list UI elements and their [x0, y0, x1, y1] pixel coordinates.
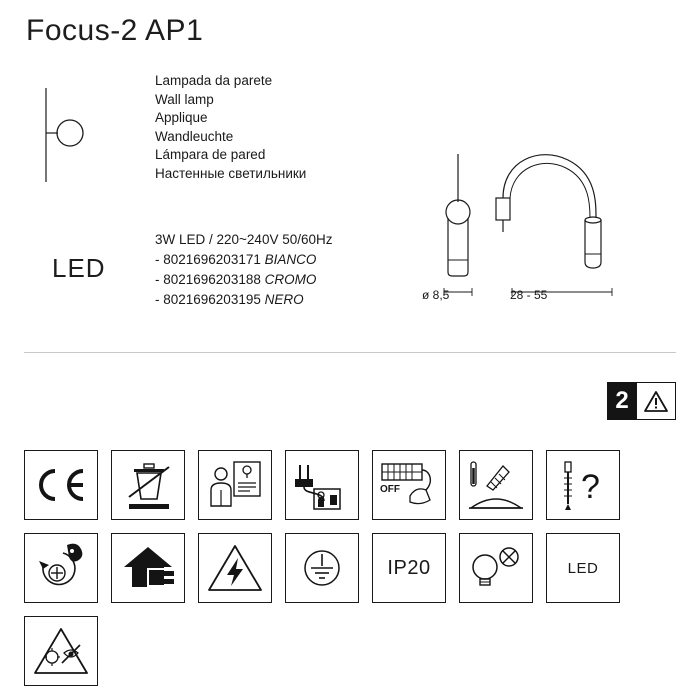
warning-triangle-icon	[637, 382, 676, 420]
section-divider	[24, 352, 676, 353]
length-label: 28 - 55	[510, 288, 548, 302]
electrical-spec: 3W LED / 220~240V 50/60Hz	[155, 232, 333, 247]
read-instructions-icon	[198, 450, 272, 520]
led-lamp-icon	[546, 533, 620, 603]
icon-row	[24, 533, 679, 603]
switch-off-icon	[372, 450, 446, 520]
ip-rating-label: IP20	[387, 556, 431, 579]
page-title: Focus-2 AP1	[26, 14, 204, 47]
description-list	[155, 72, 306, 184]
assembly-question-icon	[546, 450, 620, 520]
rotate-fix-icon	[24, 533, 98, 603]
description-ru: Настенные светильники	[155, 165, 307, 181]
icon-row	[24, 450, 679, 520]
svg-text:?: ?	[581, 468, 600, 506]
led-label: LED	[52, 253, 106, 283]
status-badge	[607, 382, 676, 420]
svg-text:OFF: OFF	[380, 484, 400, 495]
product-code: - 8021696203188	[155, 272, 265, 287]
clean-with-cloth-icon	[459, 450, 533, 520]
description-en: Wall lamp	[155, 91, 214, 107]
description-es: Lámpara de pared	[155, 147, 266, 163]
product-code: - 8021696203171	[155, 252, 265, 267]
description-it: Lampada da parete	[155, 73, 273, 88]
led-lamp-label: LED	[567, 559, 599, 577]
specifications	[155, 230, 332, 310]
product-finish: NERO	[264, 292, 304, 307]
icon-row	[24, 616, 679, 686]
product-code-row	[155, 250, 332, 270]
description-fr: Applique	[155, 110, 208, 126]
product-finish: BIANCO	[264, 252, 317, 267]
product-finish: CROMO	[264, 272, 317, 287]
indoor-use-icon	[111, 533, 185, 603]
ce-mark-icon	[24, 450, 98, 520]
product-code-row	[155, 270, 332, 290]
weee-crossed-bin-icon	[111, 450, 185, 520]
wall-lamp-pictogram	[22, 86, 122, 186]
do-not-stare-icon	[24, 616, 98, 686]
ip-rating-icon	[372, 533, 446, 603]
disconnect-power-icon	[285, 450, 359, 520]
description-de: Wandleuchte	[155, 128, 234, 144]
safety-icon-grid	[24, 450, 679, 699]
earth-ground-icon	[285, 533, 359, 603]
diameter-label: ø 8,5	[422, 288, 450, 302]
product-code: - 8021696203195	[155, 292, 265, 307]
electric-shock-warning-icon	[198, 533, 272, 603]
badge-number: 2	[607, 382, 637, 420]
non-replaceable-lamp-icon	[459, 533, 533, 603]
product-code-row	[155, 290, 332, 310]
